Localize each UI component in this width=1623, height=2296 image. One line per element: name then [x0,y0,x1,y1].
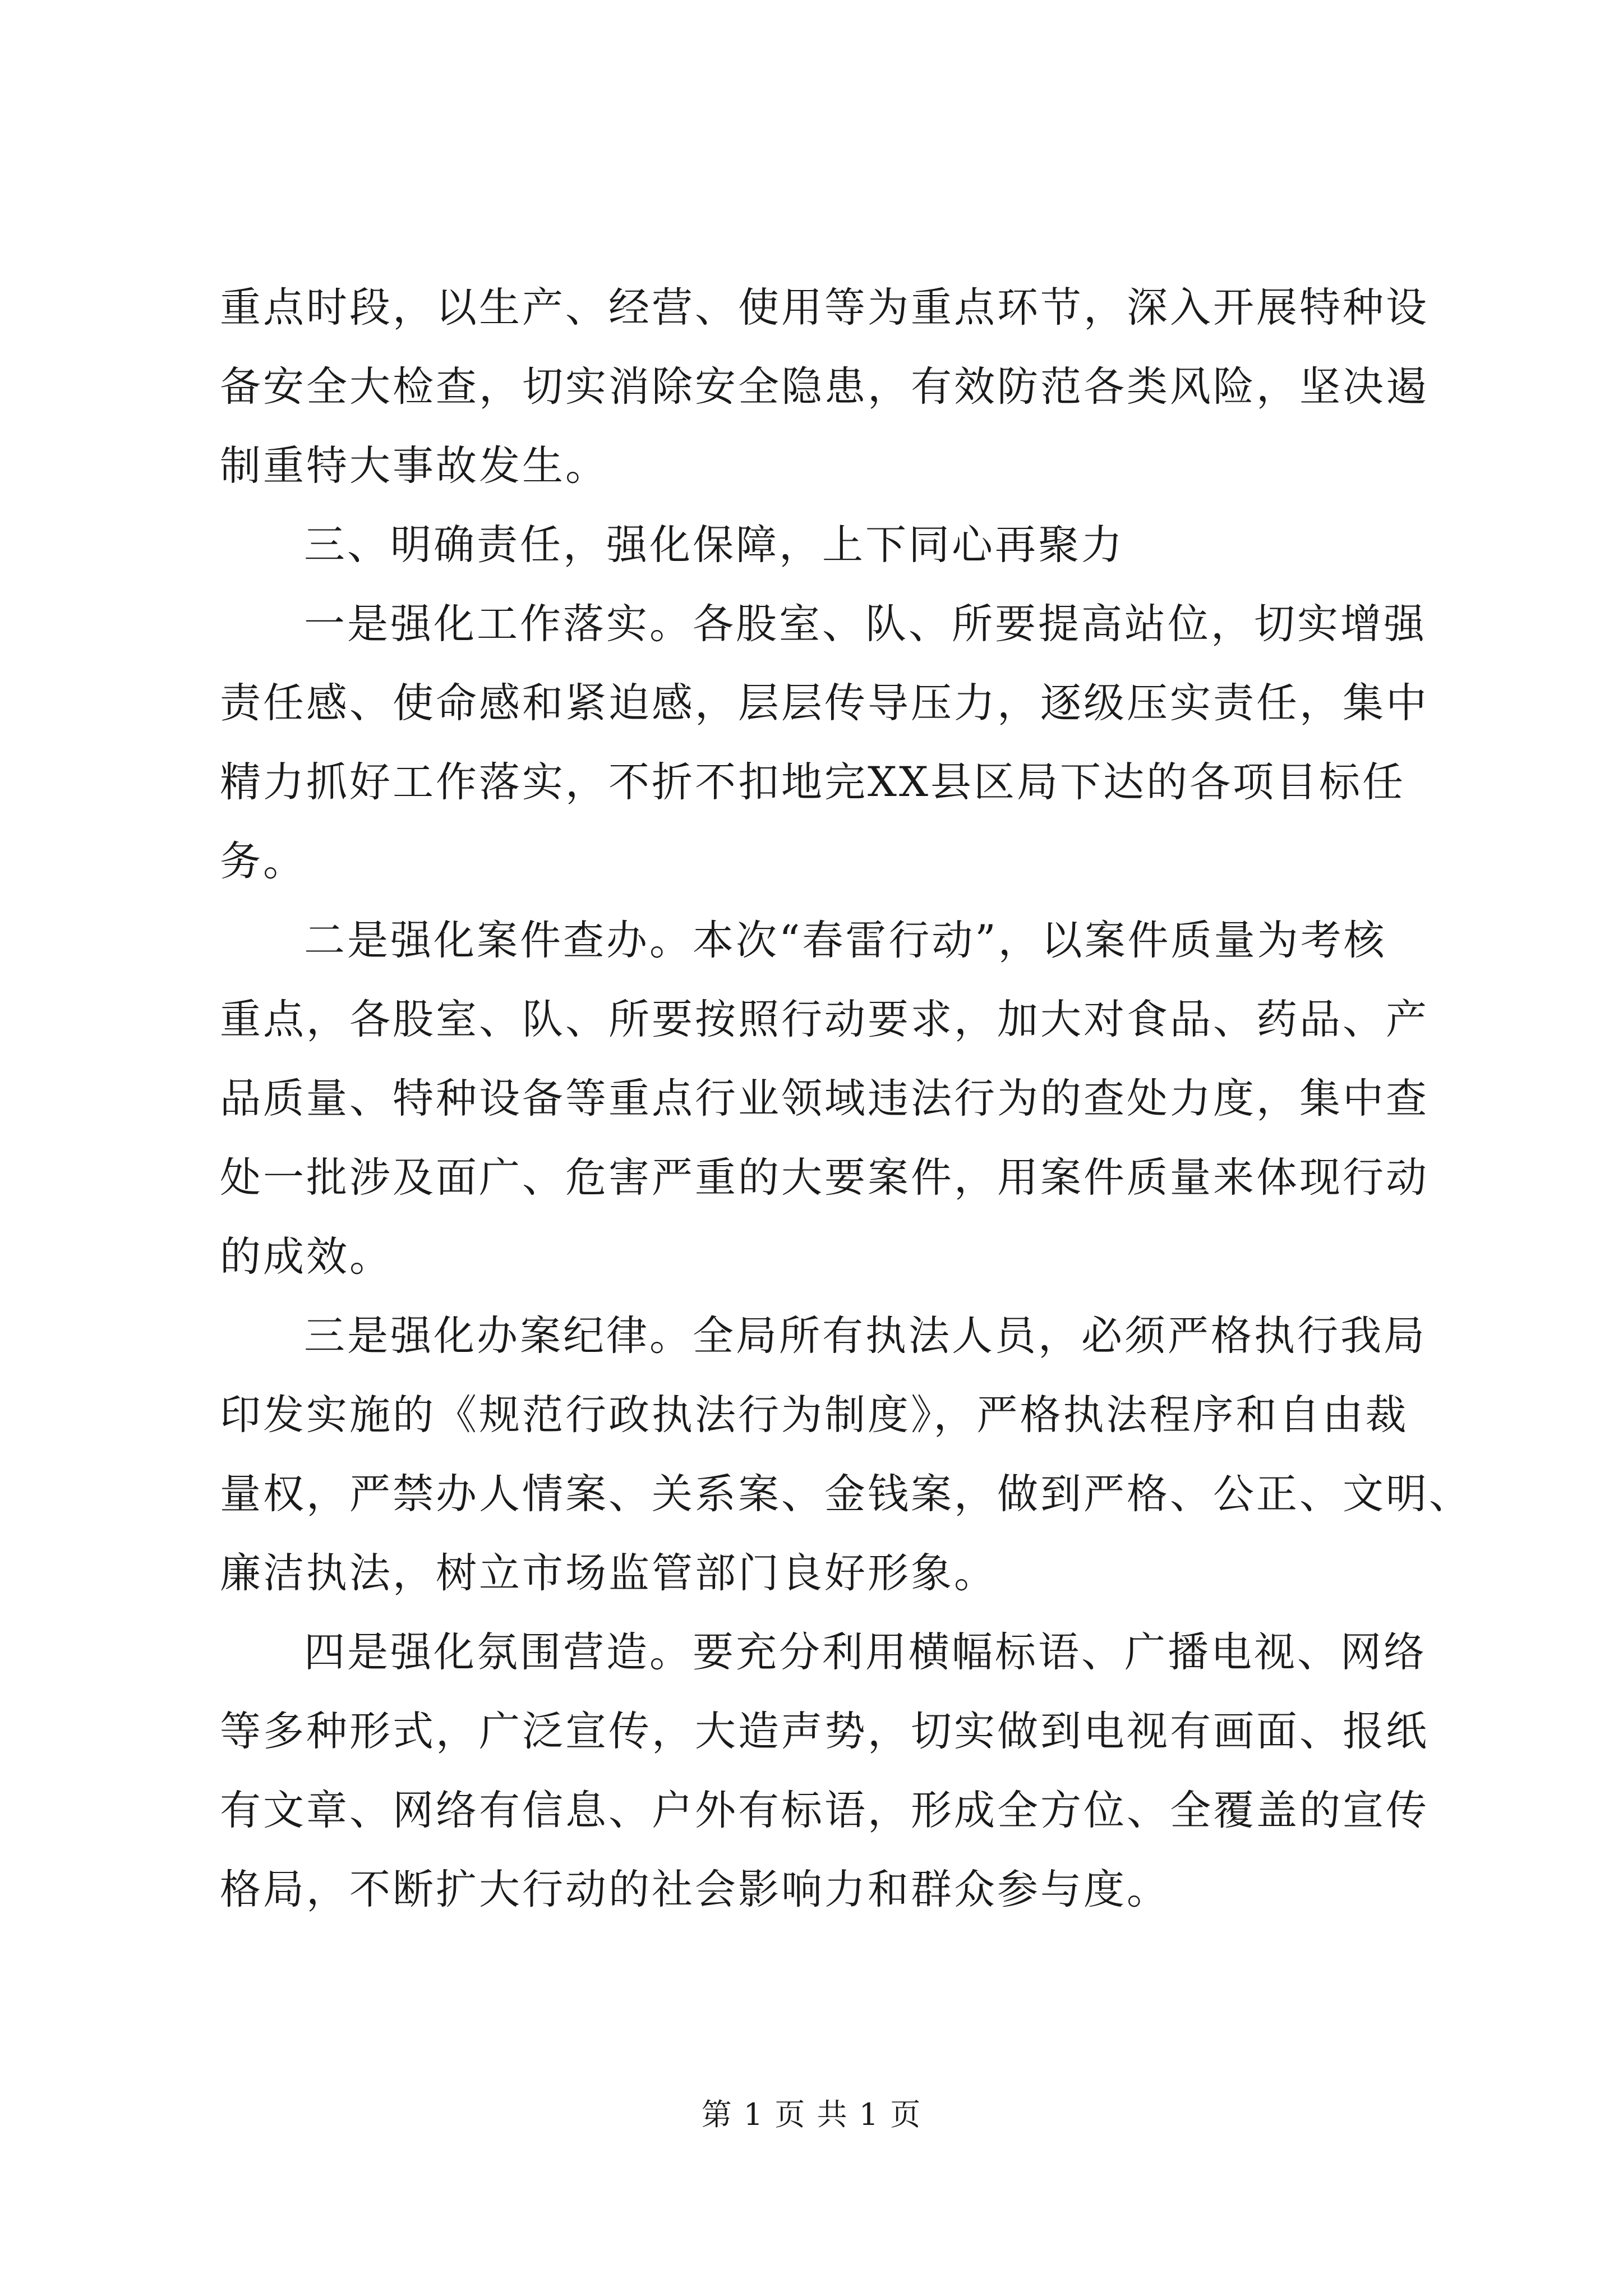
paragraph [220,1613,1429,1929]
paragraph [220,585,1429,901]
text-line: 责任感、使命感和紧迫感，层层传导压力，逐级压实责任，集中 [220,679,1429,727]
text-line: 务。 [220,838,306,885]
text-line: 等多种形式，广泛宣传，大造声势，切实做到电视有画面、报纸 [220,1708,1429,1755]
heading-text: 三、明确责任，强化保障，上下同心再聚力 [304,521,1124,569]
text-line: 四是强化氛围营造。要充分利用横幅标语、广播电视、网络 [304,1628,1427,1676]
text-line: 制重特大事故发生。 [220,442,608,490]
text-line: 有文章、网络有信息、户外有标语，形成全方位、全覆盖的宣传 [220,1787,1429,1834]
text-line: 三是强化办案纪律。全局所有执法人员，必须严格执行我局 [304,1312,1427,1360]
text-line: 廉洁执法，树立市场监管部门良好形象。 [220,1549,997,1597]
text-line: 处一批涉及面广、危害严重的大要案件，用案件质量来体现行动 [220,1154,1429,1202]
text-line: 一是强化工作落实。各股室、队、所要提高站位，切实增强 [304,600,1427,648]
text-line: 品质量、特种设备等重点行业领域违法行为的查处力度，集中查 [220,1075,1429,1122]
text-line: 备安全大检查，切实消除安全隐患，有效防范各类风险，坚决遏 [220,363,1429,411]
text-line: 的成效。 [220,1233,393,1281]
text-line: 量权，严禁办人情案、关系案、金钱案，做到严格、公正、文明、 [220,1470,1472,1518]
text-line: 重点时段，以生产、经营、使用等为重点环节，深入开展特种设 [220,284,1429,332]
section-heading [220,505,1420,585]
paragraph [220,1296,1472,1613]
text-line: 二是强化案件查办。本次“春雷行动”，以案件质量为考核 [304,917,1387,964]
text-line: 印发实施的《规范行政执法行为制度》，严格执法程序和自由裁 [220,1391,1409,1439]
paragraph [220,268,1429,505]
text-line: 精力抓好工作落实，不折不扣地完XX县区局下达的各项目标任 [220,758,1405,806]
document-body [220,268,1472,1929]
page-number-footer: 第 1 页 共 1 页 [701,2097,922,2132]
paragraph [220,901,1429,1296]
text-line: 格局，不断扩大行动的社会影响力和群众参与度。 [220,1866,1170,1913]
text-line: 重点，各股室、队、所要按照行动要求，加大对食品、药品、产 [220,996,1429,1043]
